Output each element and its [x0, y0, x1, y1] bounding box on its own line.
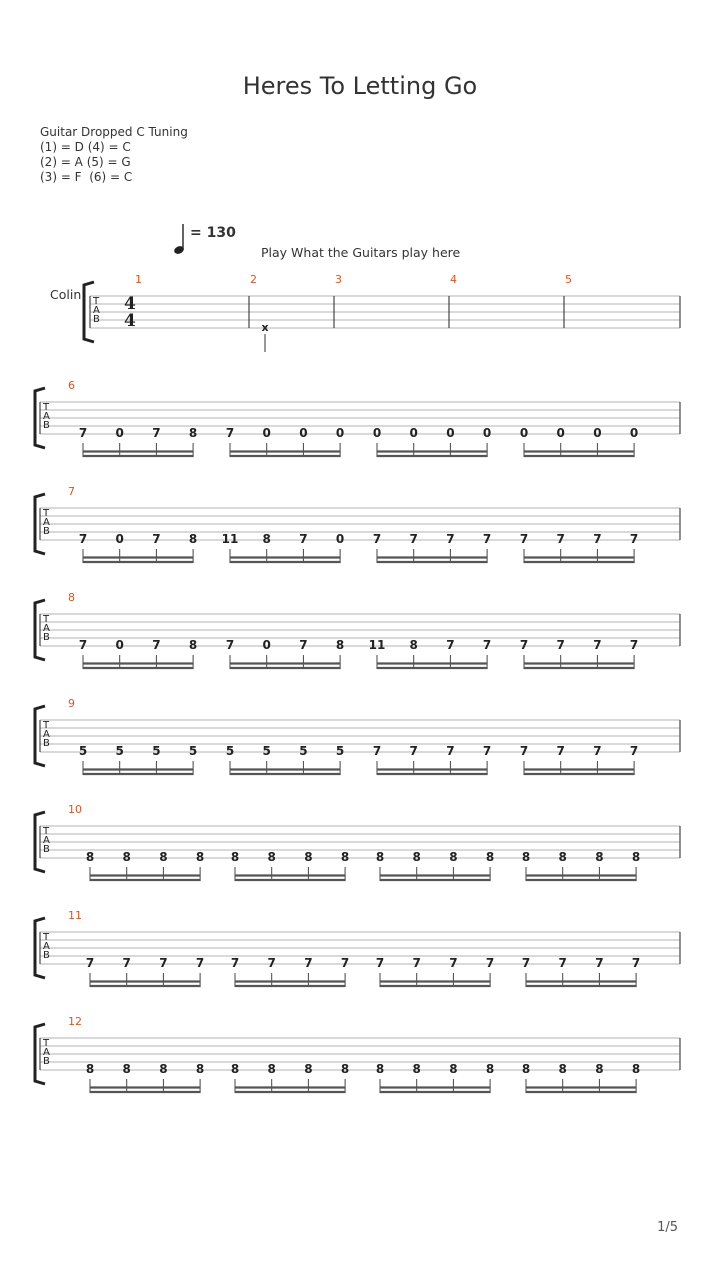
fret-number: 7: [195, 956, 205, 970]
fret-number: 0: [115, 638, 124, 652]
fret-number: 5: [188, 744, 198, 758]
fret-number: 7: [482, 744, 492, 758]
time-signature-top: 4: [124, 294, 136, 314]
fret-number: 7: [152, 426, 161, 440]
fret-number: 8: [558, 850, 567, 864]
fret-number: 7: [372, 744, 382, 758]
fret-number: 0: [593, 426, 602, 440]
fret-number: 8: [412, 1062, 421, 1076]
tab-clef-letter: A: [43, 411, 50, 422]
tab-clef-letter: A: [43, 1047, 50, 1058]
performance-direction: Play What the Guitars play here: [261, 245, 461, 260]
measure-number: 12: [68, 1015, 82, 1028]
fret-number: 7: [78, 532, 88, 546]
fret-number: 8: [340, 1062, 350, 1076]
fret-number: 8: [631, 1062, 641, 1076]
track-name: Colin: [50, 287, 82, 302]
fret-number: 8: [340, 850, 350, 864]
fret-number: 8: [267, 1062, 276, 1076]
fret-number: 8: [521, 1062, 531, 1076]
fret-number: 7: [446, 744, 455, 758]
fret-number: 8: [85, 1062, 95, 1076]
fret-number: 7: [446, 638, 455, 652]
tab-clef-letter: T: [43, 508, 50, 519]
fret-number: 7: [485, 956, 495, 970]
fret-number: 7: [340, 956, 350, 970]
fret-number: 11: [221, 532, 239, 546]
fret-number: 8: [230, 850, 240, 864]
fret-number: 7: [409, 532, 418, 546]
fret-number: 8: [230, 1062, 240, 1076]
fret-number: 0: [299, 426, 308, 440]
fret-number: 7: [482, 638, 492, 652]
tab-clef-letter: A: [43, 623, 50, 634]
fret-number: 7: [159, 956, 168, 970]
fret-number: 7: [593, 744, 602, 758]
measure-number: 6: [68, 379, 75, 392]
fret-number: 7: [304, 956, 313, 970]
fret-number: 0: [482, 426, 492, 440]
tab-clef-letter: T: [43, 826, 50, 837]
fret-number: 7: [122, 956, 131, 970]
fret-number: 0: [519, 426, 529, 440]
fret-number: 8: [267, 850, 276, 864]
fret-number: 11: [368, 638, 386, 652]
fret-number: 0: [446, 426, 455, 440]
fret-number: 8: [485, 850, 495, 864]
fret-number: 7: [412, 956, 421, 970]
tab-clef-letter: B: [43, 632, 50, 643]
fret-number: 8: [262, 532, 271, 546]
fret-number: 8: [449, 1062, 458, 1076]
tuning-line: (3) = F (6) = C: [40, 170, 133, 184]
fret-number: 7: [629, 744, 639, 758]
fret-number: 7: [519, 744, 529, 758]
tab-clef-letter: T: [93, 296, 100, 307]
tab-clef-letter: T: [43, 932, 50, 943]
fret-number: 7: [78, 426, 88, 440]
fret-number: 7: [78, 638, 88, 652]
fret-number: 8: [122, 1062, 131, 1076]
fret-number: 0: [115, 426, 124, 440]
fret-number: 7: [595, 956, 604, 970]
tab-clef-letter: B: [43, 950, 50, 961]
measure-number: 4: [450, 273, 457, 286]
measure-number: 5: [565, 273, 572, 286]
fret-number: 0: [335, 532, 345, 546]
fret-number: 7: [152, 532, 161, 546]
fret-number: 7: [375, 956, 385, 970]
fret-number: 8: [304, 850, 313, 864]
fret-number: 5: [78, 744, 88, 758]
fret-number: 5: [115, 744, 124, 758]
tab-clef-letter: B: [43, 844, 50, 855]
fret-number: 5: [299, 744, 308, 758]
fret-number: 7: [152, 638, 161, 652]
measure-number: 3: [335, 273, 342, 286]
fret-number: 8: [159, 850, 168, 864]
fret-number: 8: [195, 850, 205, 864]
fret-number: 7: [519, 532, 529, 546]
fret-number: 0: [409, 426, 418, 440]
fret-number: 8: [375, 850, 385, 864]
fret-number: 8: [375, 1062, 385, 1076]
fret-number: 0: [335, 426, 345, 440]
fret-number: 7: [409, 744, 418, 758]
tab-clef-letter: B: [43, 1056, 50, 1067]
tab-clef-letter: B: [43, 526, 50, 537]
fret-number: 7: [629, 638, 639, 652]
fret-number: 8: [122, 850, 131, 864]
page-number: 1/5: [657, 1220, 678, 1235]
fret-number: 8: [195, 1062, 205, 1076]
fret-number: 7: [521, 956, 531, 970]
fret-number: 7: [449, 956, 458, 970]
tab-clef-letter: A: [93, 305, 100, 316]
dead-note: x: [261, 321, 269, 334]
fret-number: 8: [85, 850, 95, 864]
song-title: Heres To Letting Go: [242, 72, 478, 100]
measure-number: 10: [68, 803, 82, 816]
tab-clef-letter: T: [43, 1038, 50, 1049]
fret-number: 5: [262, 744, 271, 758]
fret-number: 7: [372, 532, 382, 546]
fret-number: 7: [299, 532, 308, 546]
fret-number: 7: [267, 956, 276, 970]
time-signature-bottom: 4: [124, 311, 136, 331]
fret-number: 5: [335, 744, 345, 758]
fret-number: 8: [449, 850, 458, 864]
fret-number: 7: [593, 532, 602, 546]
fret-number: 7: [225, 426, 235, 440]
measure-number: 8: [68, 591, 75, 604]
tab-clef-letter: A: [43, 729, 50, 740]
fret-number: 7: [631, 956, 641, 970]
fret-number: 7: [558, 956, 567, 970]
measure-number: 9: [68, 697, 75, 710]
measure-number: 11: [68, 909, 82, 922]
fret-number: 7: [85, 956, 95, 970]
fret-number: 8: [188, 638, 198, 652]
fret-number: 8: [412, 850, 421, 864]
tab-clef-letter: B: [93, 314, 100, 325]
fret-number: 7: [629, 532, 639, 546]
fret-number: 7: [519, 638, 529, 652]
fret-number: 0: [629, 426, 639, 440]
fret-number: 7: [556, 532, 565, 546]
fret-number: 7: [556, 638, 565, 652]
fret-number: 7: [593, 638, 602, 652]
fret-number: 8: [159, 1062, 168, 1076]
fret-number: 8: [595, 1062, 604, 1076]
fret-number: 8: [188, 532, 198, 546]
tuning-line: (1) = D (4) = C: [40, 140, 131, 154]
fret-number: 8: [409, 638, 418, 652]
fret-number: 0: [115, 532, 124, 546]
tempo-equals: =: [190, 225, 202, 241]
fret-number: 5: [152, 744, 161, 758]
fret-number: 8: [521, 850, 531, 864]
fret-number: 7: [230, 956, 240, 970]
fret-number: 5: [225, 744, 235, 758]
fret-number: 8: [631, 850, 641, 864]
tab-clef-letter: T: [43, 720, 50, 731]
fret-number: 8: [335, 638, 345, 652]
fret-number: 7: [446, 532, 455, 546]
tab-clef-letter: A: [43, 835, 50, 846]
fret-number: 0: [372, 426, 382, 440]
fret-number: 7: [482, 532, 492, 546]
fret-number: 7: [225, 638, 235, 652]
tab-clef-letter: B: [43, 738, 50, 749]
tab-clef-letter: A: [43, 517, 50, 528]
tuning-line: (2) = A (5) = G: [40, 155, 131, 169]
fret-number: 8: [558, 1062, 567, 1076]
measure-number: 2: [250, 273, 257, 286]
fret-number: 0: [262, 638, 271, 652]
tab-clef-letter: B: [43, 420, 50, 431]
tempo-bpm: 130: [206, 225, 236, 241]
fret-number: 8: [304, 1062, 313, 1076]
fret-number: 7: [556, 744, 565, 758]
fret-number: 0: [262, 426, 271, 440]
tuning-heading: Guitar Dropped C Tuning: [40, 125, 188, 139]
fret-number: 8: [595, 850, 604, 864]
fret-number: 8: [188, 426, 198, 440]
fret-number: 0: [556, 426, 565, 440]
tab-clef-letter: T: [43, 614, 50, 625]
fret-number: 7: [299, 638, 308, 652]
measure-number: 1: [135, 273, 142, 286]
measure-number: 7: [68, 485, 75, 498]
tab-clef-letter: T: [43, 402, 50, 413]
tab-clef-letter: A: [43, 941, 50, 952]
fret-number: 8: [485, 1062, 495, 1076]
